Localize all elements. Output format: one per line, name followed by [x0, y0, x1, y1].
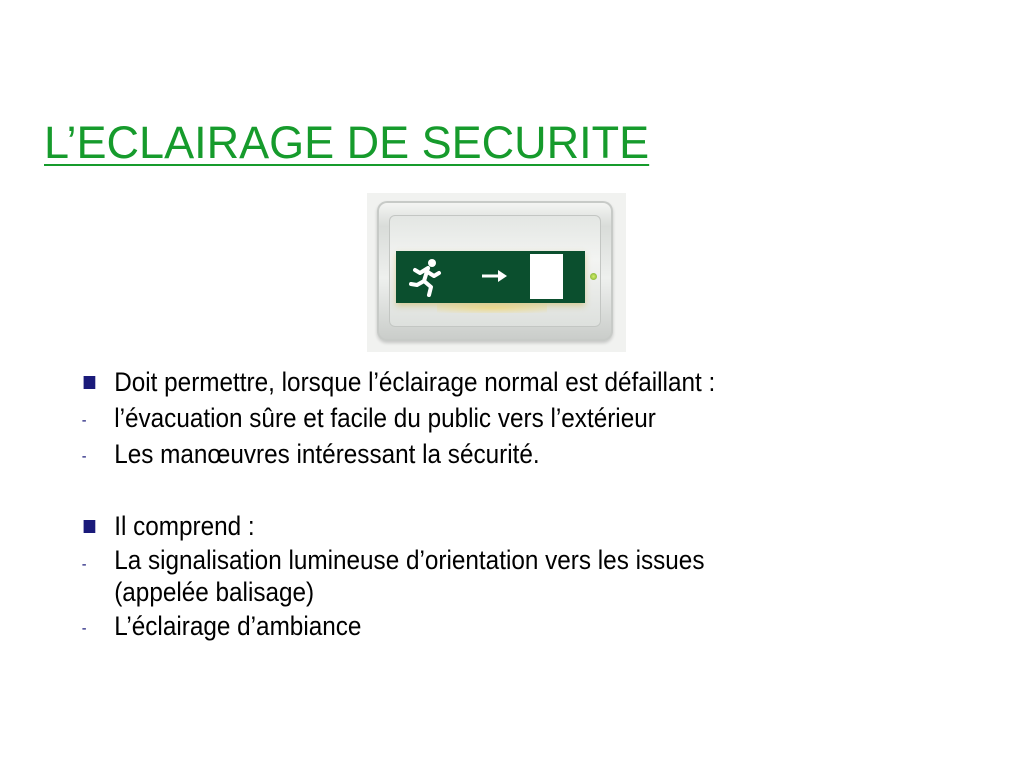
list-item-text: Les manœuvres intéressant la sécurité.: [114, 439, 540, 469]
running-man-icon: [406, 257, 444, 297]
list-item: [80, 544, 890, 608]
arrow-right-icon: [480, 268, 510, 284]
list-item-text: Il comprend :: [114, 511, 255, 541]
bullet-list: [80, 364, 980, 644]
list-item: [80, 508, 890, 544]
list-item-text: L’éclairage d’ambiance: [114, 611, 362, 641]
exit-sign-panel: [396, 251, 585, 303]
dash-bullet-icon: -: [81, 448, 87, 465]
list-item: [80, 436, 890, 472]
dash-bullet-icon: -: [81, 620, 87, 637]
list-item-text: l’évacuation sûre et facile du public vers l’extérieur: [114, 403, 656, 433]
list-item: [80, 364, 890, 400]
list-item: [80, 608, 890, 644]
square-bullet-icon: [84, 376, 96, 389]
square-bullet-icon: [84, 520, 96, 533]
dash-bullet-icon: -: [81, 556, 87, 573]
slide-title: L’ECLAIRAGE DE SECURITE: [44, 117, 650, 168]
list-item: [80, 400, 890, 436]
exit-door-icon: [530, 254, 563, 299]
emergency-exit-sign-photo: [367, 193, 626, 352]
list-item-text: La signalisation lumineuse d’orientation vers les issues: [114, 545, 705, 575]
status-led-icon: [590, 273, 597, 280]
list-item-text: Doit permettre, lorsque l’éclairage normal est défaillant :: [114, 367, 716, 397]
dash-bullet-icon: -: [81, 412, 87, 429]
list-item-text-continuation: (appelée balisage): [114, 577, 315, 607]
sign-light-glow: [437, 303, 547, 313]
